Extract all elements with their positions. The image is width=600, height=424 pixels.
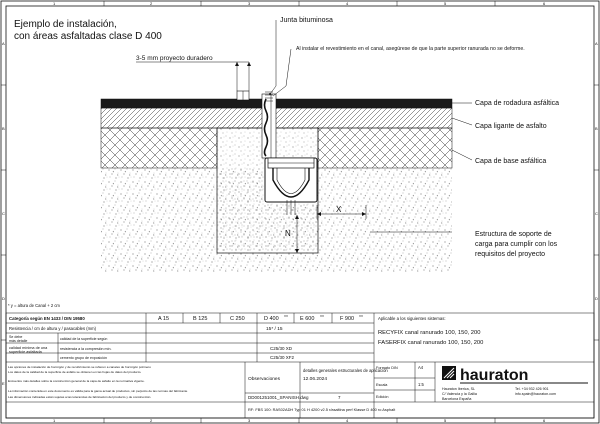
class-d400-sup: XX [284, 314, 289, 318]
col-label-1b: 1 [53, 418, 56, 423]
system-recyfix: RECYFIX canal ranurado 100, 150, 200 [378, 330, 481, 336]
col-label-3b: 3 [248, 418, 251, 423]
col-label-5b: 5 [444, 418, 447, 423]
row-label-b: B [2, 126, 5, 131]
col-label-6b: 6 [543, 418, 546, 423]
label-junta: Junta bituminosa [280, 17, 333, 24]
base-layer-right [318, 128, 452, 168]
sheet-number: 7 [338, 395, 341, 400]
cross-section [101, 91, 452, 272]
label-estructura-2: carga para cumplir con los [475, 241, 558, 248]
company-addr2: C/ Valencia y la Gallia [442, 392, 477, 396]
company-addr3: Barcelona España [442, 397, 472, 401]
row3-d-value: C25/30 XD [270, 346, 293, 351]
company-name: hauraton [460, 367, 529, 384]
col-label-3: 3 [248, 1, 251, 6]
label-estructura-3: requisitos del proyecto [475, 251, 546, 258]
dim-n-label: N [285, 229, 291, 238]
row1-d-value: 15* / 15 [266, 327, 283, 332]
note-5: Las dimensiones indicadas están sujetas a las tolerancias de fabricación del producto y de construcción. [8, 395, 152, 399]
label-instruccion: Al instalar el revestimiento en el canal, asegúrese de que la parte superior ranurada no se deforme. [296, 46, 525, 52]
edicion-label: Edición [376, 395, 389, 399]
row-label-c-r: C [595, 211, 598, 216]
label-estructura-1: Estructura de soporte de [475, 231, 552, 238]
row4-d-value: C25/30 XF2 [270, 355, 295, 360]
class-d400: D 400 [264, 316, 279, 322]
systems-title: Aplicable a los siguientes sistemas: [378, 316, 446, 321]
label-base: Capa de base asfáltica [475, 158, 547, 165]
row-label-b-r: B [595, 126, 598, 131]
class-b125: B 125 [193, 316, 208, 322]
binder-layer [101, 108, 452, 128]
drawing-number: DD001251001_SPANISH.dwg [248, 395, 309, 400]
sheet-note: detalles generales estructurales de aplicación [303, 368, 388, 373]
row2-label-1: Se debe [9, 335, 23, 339]
label-proyecto: 3-5 mm proyecto duradero [136, 55, 213, 62]
row-label-d: D [2, 296, 5, 301]
drawing-title-line2: con áreas asfaltadas clase D 400 [14, 31, 162, 42]
row-label-d-r: D [595, 296, 598, 301]
drawing-title-line1: Ejemplo de instalación, [14, 19, 117, 30]
company-tel: Tel. +34 932 426 901 [515, 387, 549, 391]
table-header-label: Categoría según EN 1433 / DIN 19580 [9, 316, 85, 321]
wearing-course [101, 99, 452, 108]
reference-line: RF: FBS 100: RAS02ADH Typ 01 H 4200 v2.5 r/asaltina perf Klasse D 400 ro Asphalt [248, 407, 396, 412]
label-rodadura: Capa de rodadura asfáltica [475, 100, 560, 107]
formato-label: Formato DIN [376, 366, 398, 370]
note-2: Los datos de la calidad de la superficie de asfalto se obtienen en las hojas de datos del producto. [8, 370, 142, 374]
col-label-4: 4 [346, 1, 349, 6]
row3-label: calidad mínima de una [9, 346, 48, 350]
note-1: Las opciones de instalación de hormigón y de recubrimiento se refieren a canales de hormigón polímero [8, 365, 151, 369]
footnote: * y = altura de Canal + 2 cm [8, 303, 60, 308]
company-addr1: Hauraton Iberica, SL [442, 387, 475, 391]
dim-x-label: X [336, 205, 342, 214]
escala-value: 1:5 [418, 382, 424, 387]
row2-label-b: calidad de la superficie según [60, 337, 108, 341]
class-e600: E 600 [300, 316, 315, 322]
note-3: Encuentre más detalles sobre la construcción general de la capa de asfalto en la normativa vigente. [8, 379, 145, 383]
class-e600-sup: XX [320, 314, 325, 318]
class-a15: A 15 [158, 316, 170, 322]
col-label-1: 1 [53, 1, 56, 6]
row2-label-2: más detalle [9, 339, 28, 343]
row-label-c: C [2, 211, 5, 216]
row-label-a: A [2, 41, 5, 46]
date-value: 12.06.2024 [303, 377, 328, 382]
formato-value: A4 [418, 365, 424, 370]
base-layer-left [101, 128, 217, 168]
company-email: info.spain@hauraton.com [515, 392, 557, 396]
row3-label-b: resistencia a la compresión mín. [60, 347, 112, 351]
col-label-2: 2 [150, 1, 153, 6]
escala-label: Escala [376, 383, 388, 387]
col-label-6: 6 [543, 1, 546, 6]
row4-label-b: cemento grupo de exposición [60, 356, 107, 360]
observaciones-label: Observaciones [248, 377, 280, 382]
col-label-2b: 2 [150, 418, 153, 423]
class-c250: C 250 [230, 316, 245, 322]
row1-label: Resistencia / cm de altura y / pasacables (mm) [9, 326, 97, 331]
col-label-5: 5 [444, 1, 447, 6]
row-label-e: E [2, 381, 5, 386]
col-label-4b: 4 [346, 418, 349, 423]
class-f900: F 900 [340, 316, 355, 322]
row3-label-2: superficie asfaltada [9, 350, 42, 354]
class-f900-sup: XX [359, 314, 364, 318]
system-faserfix: FASERFIX canal ranurado 100, 150, 200 [378, 340, 484, 346]
row-label-a-r: A [595, 41, 598, 46]
note-4: La información contenida en este documento es válida para la gama actual de productos, sin perjuicio de las normas del fabricante [8, 389, 188, 393]
label-ligante: Capa ligante de asfalto [475, 123, 547, 130]
